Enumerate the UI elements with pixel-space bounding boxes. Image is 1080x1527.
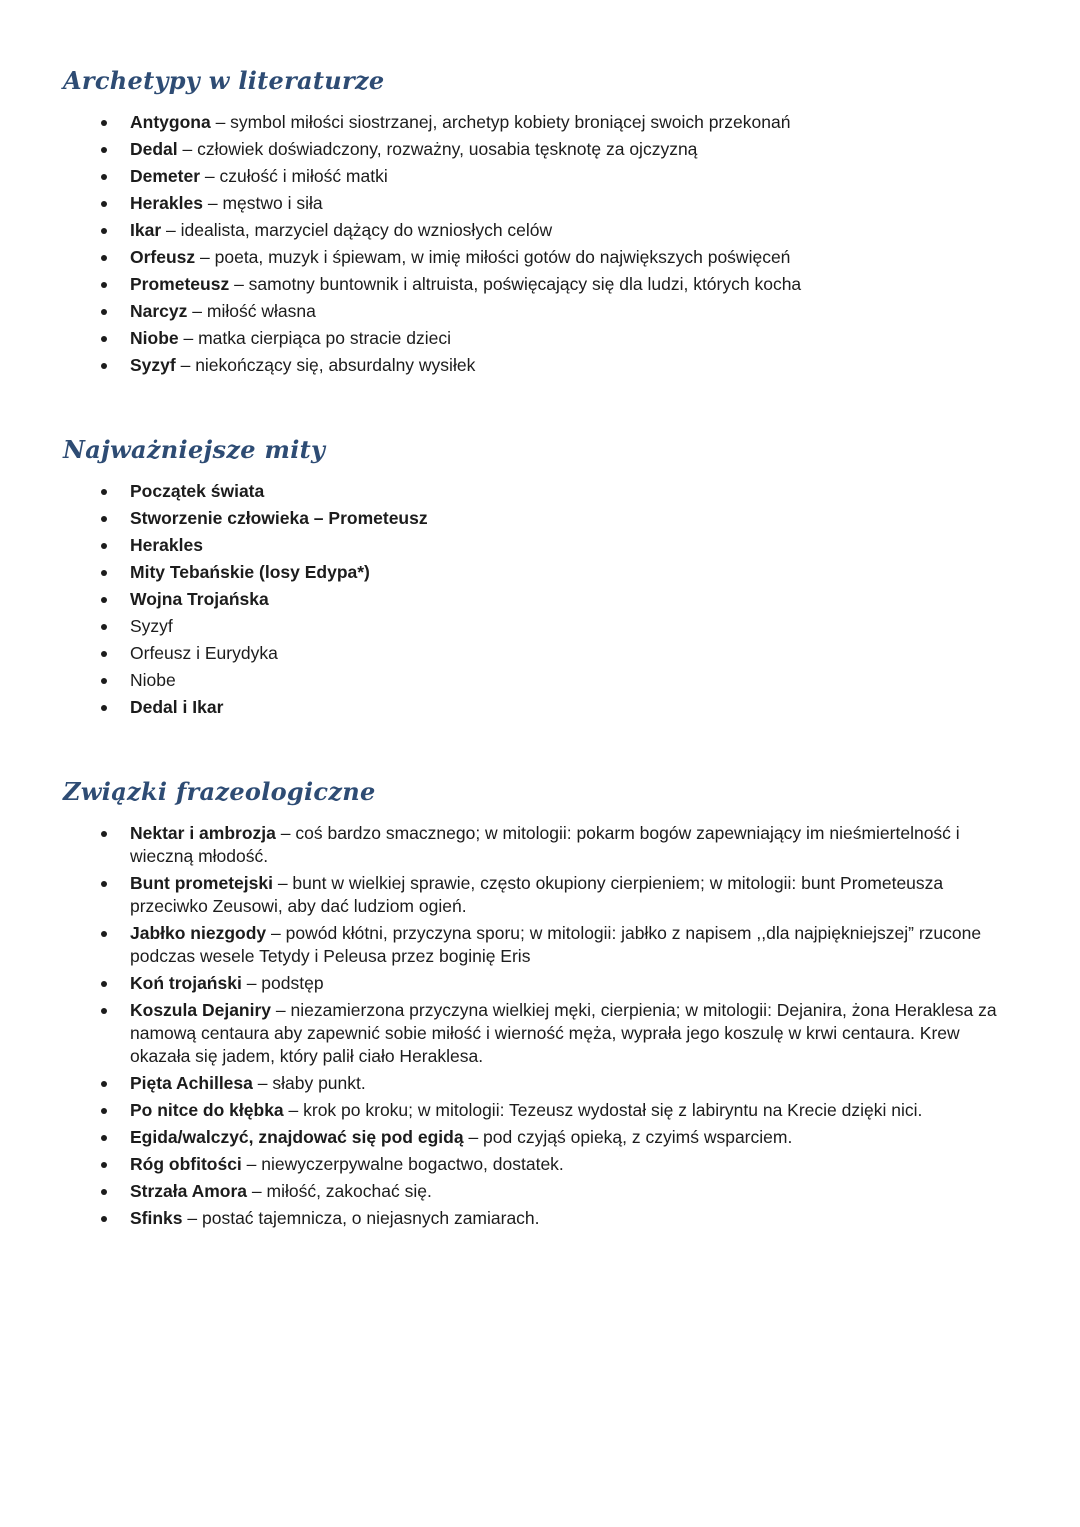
section-list xyxy=(63,111,1022,377)
bullet-dot-icon xyxy=(101,228,107,234)
document-section xyxy=(63,64,1022,377)
item-term: Niobe xyxy=(130,328,179,348)
list-item-text xyxy=(130,327,1013,350)
bullet-icon xyxy=(101,111,130,126)
document-section xyxy=(63,433,1022,719)
bullet-icon xyxy=(101,1180,130,1195)
bullet-dot-icon xyxy=(101,1135,107,1141)
list-item xyxy=(101,273,1013,296)
bullet-icon xyxy=(101,300,130,315)
list-item-text xyxy=(130,999,1013,1068)
section-list xyxy=(63,822,1022,1230)
bullet-dot-icon xyxy=(101,363,107,369)
list-item-text xyxy=(130,138,1013,161)
bullet-icon xyxy=(101,327,130,342)
list-item-text xyxy=(130,165,1013,188)
list-item xyxy=(101,1126,1013,1149)
bullet-icon xyxy=(101,480,130,495)
list-item xyxy=(101,972,1013,995)
list-item xyxy=(101,1099,1013,1122)
list-item-text xyxy=(130,972,1013,995)
item-term: Orfeusz xyxy=(130,247,196,267)
bullet-dot-icon xyxy=(101,336,107,342)
section-title: Związki frazeologiczne xyxy=(63,777,376,806)
bullet-dot-icon xyxy=(101,1081,107,1087)
list-item xyxy=(101,615,1013,638)
item-desc: – niekończący się, absurdalny wysiłek xyxy=(180,355,476,375)
bullet-dot-icon xyxy=(101,489,107,495)
item-desc: – podstęp xyxy=(246,973,324,993)
list-item-text xyxy=(130,480,1013,503)
bullet-dot-icon xyxy=(101,174,107,180)
bullet-icon xyxy=(101,1207,130,1222)
item-term: Antygona xyxy=(130,112,211,132)
item-desc: – postać tajemnicza, o niejasnych zamiarach. xyxy=(187,1208,540,1228)
bullet-icon xyxy=(101,922,130,937)
list-item-text xyxy=(130,219,1013,242)
bullet-dot-icon xyxy=(101,931,107,937)
section-list xyxy=(63,480,1022,719)
bullet-icon xyxy=(101,1126,130,1141)
item-term: Ikar xyxy=(130,220,162,240)
item-term: Narcyz xyxy=(130,301,188,321)
bullet-dot-icon xyxy=(101,282,107,288)
bullet-icon xyxy=(101,561,130,576)
list-item-text xyxy=(130,111,1013,134)
list-item-text xyxy=(130,669,1013,692)
bullet-dot-icon xyxy=(101,543,107,549)
item-term: Prometeusz xyxy=(130,274,230,294)
item-desc: – idealista, marzyciel dążący do wzniosłych celów xyxy=(166,220,553,240)
item-term: Bunt prometejski xyxy=(130,873,273,893)
bullet-icon xyxy=(101,696,130,711)
bullet-dot-icon xyxy=(101,831,107,837)
bullet-dot-icon xyxy=(101,1189,107,1195)
list-item xyxy=(101,534,1013,557)
item-term: Wojna Trojańska xyxy=(130,589,269,609)
bullet-icon xyxy=(101,192,130,207)
bullet-dot-icon xyxy=(101,651,107,657)
bullet-icon xyxy=(101,588,130,603)
list-item xyxy=(101,922,1013,968)
list-item xyxy=(101,138,1013,161)
bullet-dot-icon xyxy=(101,678,107,684)
list-item-text xyxy=(130,192,1013,215)
list-item-text xyxy=(130,1072,1013,1095)
list-item xyxy=(101,507,1013,530)
bullet-dot-icon xyxy=(101,1162,107,1168)
list-item xyxy=(101,696,1013,719)
bullet-icon xyxy=(101,1099,130,1114)
bullet-icon xyxy=(101,822,130,837)
bullet-dot-icon xyxy=(101,120,107,126)
item-desc: – matka cierpiąca po stracie dzieci xyxy=(183,328,451,348)
item-desc: – coś bardzo smacznego; w mitologii: pokarm bogów zapewniający im nieśmiertelność i wieczną młodość. xyxy=(130,823,960,866)
list-item-text xyxy=(130,1207,1013,1230)
list-item xyxy=(101,327,1013,350)
list-item-text xyxy=(130,822,1013,868)
list-item xyxy=(101,561,1013,584)
bullet-icon xyxy=(101,615,130,630)
bullet-dot-icon xyxy=(101,881,107,887)
list-item xyxy=(101,165,1013,188)
item-desc: – męstwo i siła xyxy=(207,193,323,213)
item-term: Sfinks xyxy=(130,1208,183,1228)
item-desc: – miłość, zakochać się. xyxy=(251,1181,432,1201)
item-term: Strzała Amora xyxy=(130,1181,248,1201)
item-term: Nektar i ambrozja xyxy=(130,823,276,843)
list-item-text xyxy=(130,534,1013,557)
bullet-icon xyxy=(101,273,130,288)
list-item-text xyxy=(130,1126,1013,1149)
list-item xyxy=(101,300,1013,323)
item-desc: – poeta, muzyk i śpiewam, w imię miłości gotów do największych poświęceń xyxy=(200,247,791,267)
list-item-text xyxy=(130,354,1013,377)
item-term: Demeter xyxy=(130,166,201,186)
list-item xyxy=(101,1207,1013,1230)
list-item-text xyxy=(130,246,1013,269)
item-term: Syzyf xyxy=(130,616,173,636)
item-desc: – pod czyjąś opieką, z czyimś wsparciem. xyxy=(468,1127,793,1147)
list-item xyxy=(101,192,1013,215)
list-item xyxy=(101,872,1013,918)
list-item xyxy=(101,642,1013,665)
list-item xyxy=(101,111,1013,134)
item-term: Dedal xyxy=(130,139,178,159)
bullet-dot-icon xyxy=(101,201,107,207)
bullet-icon xyxy=(101,138,130,153)
item-term: Herakles xyxy=(130,193,203,213)
item-desc: – niezamierzona przyczyna wielkiej męki, cierpienia; w mitologii: Dejanira, żona Heraklesa za namową centaura aby zapewnić sobie miłość i wierność męża, wyprała jego koszulę w krwi centaura. Krew okazała się jadem, który palił ciało Heraklesa. xyxy=(130,1000,997,1066)
list-item xyxy=(101,480,1013,503)
item-desc: – krok po kroku; w mitologii: Tezeusz wydostał się z labiryntu na Krecie dzięki nici. xyxy=(288,1100,923,1120)
bullet-icon xyxy=(101,219,130,234)
list-item-text xyxy=(130,615,1013,638)
bullet-dot-icon xyxy=(101,309,107,315)
list-item xyxy=(101,1072,1013,1095)
item-desc: – człowiek doświadczony, rozważny, uosabia tęsknotę za ojczyzną xyxy=(182,139,698,159)
bullet-dot-icon xyxy=(101,981,107,987)
list-item-text xyxy=(130,642,1013,665)
item-desc: – czułość i miłość matki xyxy=(204,166,388,186)
bullet-icon xyxy=(101,507,130,522)
list-item-text xyxy=(130,561,1013,584)
item-term: Początek świata xyxy=(130,481,265,501)
document-section xyxy=(63,775,1022,1230)
bullet-dot-icon xyxy=(101,516,107,522)
item-term: Dedal i Ikar xyxy=(130,697,224,717)
item-term: Niobe xyxy=(130,670,176,690)
list-item xyxy=(101,1153,1013,1176)
list-item-text xyxy=(130,922,1013,968)
item-desc: – niewyczerpywalne bogactwo, dostatek. xyxy=(246,1154,564,1174)
item-desc: – miłość własna xyxy=(192,301,316,321)
item-term: Po nitce do kłębka xyxy=(130,1100,284,1120)
bullet-dot-icon xyxy=(101,255,107,261)
list-item-text xyxy=(130,696,1013,719)
item-term: Koń trojański xyxy=(130,973,242,993)
bullet-dot-icon xyxy=(101,147,107,153)
bullet-icon xyxy=(101,872,130,887)
item-term: Mity Tebańskie (losy Edypa*) xyxy=(130,562,370,582)
list-item-text xyxy=(130,1099,1013,1122)
list-item-text xyxy=(130,507,1013,530)
item-term: Egida/walczyć, znajdować się pod egidą xyxy=(130,1127,464,1147)
item-desc: – samotny buntownik i altruista, poświęcający się dla ludzi, których kocha xyxy=(234,274,802,294)
bullet-icon xyxy=(101,354,130,369)
item-term: Stworzenie człowieka – Prometeusz xyxy=(130,508,428,528)
list-item-text xyxy=(130,588,1013,611)
bullet-dot-icon xyxy=(101,570,107,576)
bullet-icon xyxy=(101,165,130,180)
bullet-dot-icon xyxy=(101,1008,107,1014)
item-term: Koszula Dejaniry xyxy=(130,1000,272,1020)
item-desc: – powód kłótni, przyczyna sporu; w mitologii: jabłko z napisem ,,dla najpiękniejszej” rzucone podczas wesele Tetydy i Peleusa przez boginię Eris xyxy=(130,923,982,966)
bullet-icon xyxy=(101,642,130,657)
list-item xyxy=(101,999,1013,1068)
item-term: Róg obfitości xyxy=(130,1154,242,1174)
list-item-text xyxy=(130,872,1013,918)
bullet-dot-icon xyxy=(101,1216,107,1222)
list-item-text xyxy=(130,300,1013,323)
list-item xyxy=(101,588,1013,611)
bullet-dot-icon xyxy=(101,597,107,603)
list-item-text xyxy=(130,1153,1013,1176)
item-desc: – bunt w wielkiej sprawie, często okupiony cierpieniem; w mitologii: bunt Prometeusza przeciwko Zeusowi, aby dać ludziom ogień. xyxy=(130,873,944,916)
bullet-icon xyxy=(101,534,130,549)
list-item xyxy=(101,669,1013,692)
list-item-text xyxy=(130,273,1013,296)
bullet-dot-icon xyxy=(101,624,107,630)
item-term: Pięta Achillesa xyxy=(130,1073,253,1093)
bullet-icon xyxy=(101,1072,130,1087)
bullet-dot-icon xyxy=(101,705,107,711)
item-term: Orfeusz i Eurydyka xyxy=(130,643,278,663)
list-item xyxy=(101,354,1013,377)
section-title: Najważniejsze mity xyxy=(63,435,326,464)
list-item xyxy=(101,246,1013,269)
bullet-dot-icon xyxy=(101,1108,107,1114)
section-title: Archetypy w literaturze xyxy=(63,66,385,95)
item-term: Herakles xyxy=(130,535,203,555)
bullet-icon xyxy=(101,972,130,987)
item-desc: – symbol miłości siostrzanej, archetyp kobiety broniącej swoich przekonań xyxy=(215,112,791,132)
item-term: Syzyf xyxy=(130,355,176,375)
list-item xyxy=(101,1180,1013,1203)
item-desc: – słaby punkt. xyxy=(257,1073,366,1093)
bullet-icon xyxy=(101,999,130,1014)
bullet-icon xyxy=(101,246,130,261)
list-item xyxy=(101,219,1013,242)
list-item xyxy=(101,822,1013,868)
item-term: Jabłko niezgody xyxy=(130,923,267,943)
bullet-icon xyxy=(101,669,130,684)
bullet-icon xyxy=(101,1153,130,1168)
list-item-text xyxy=(130,1180,1013,1203)
